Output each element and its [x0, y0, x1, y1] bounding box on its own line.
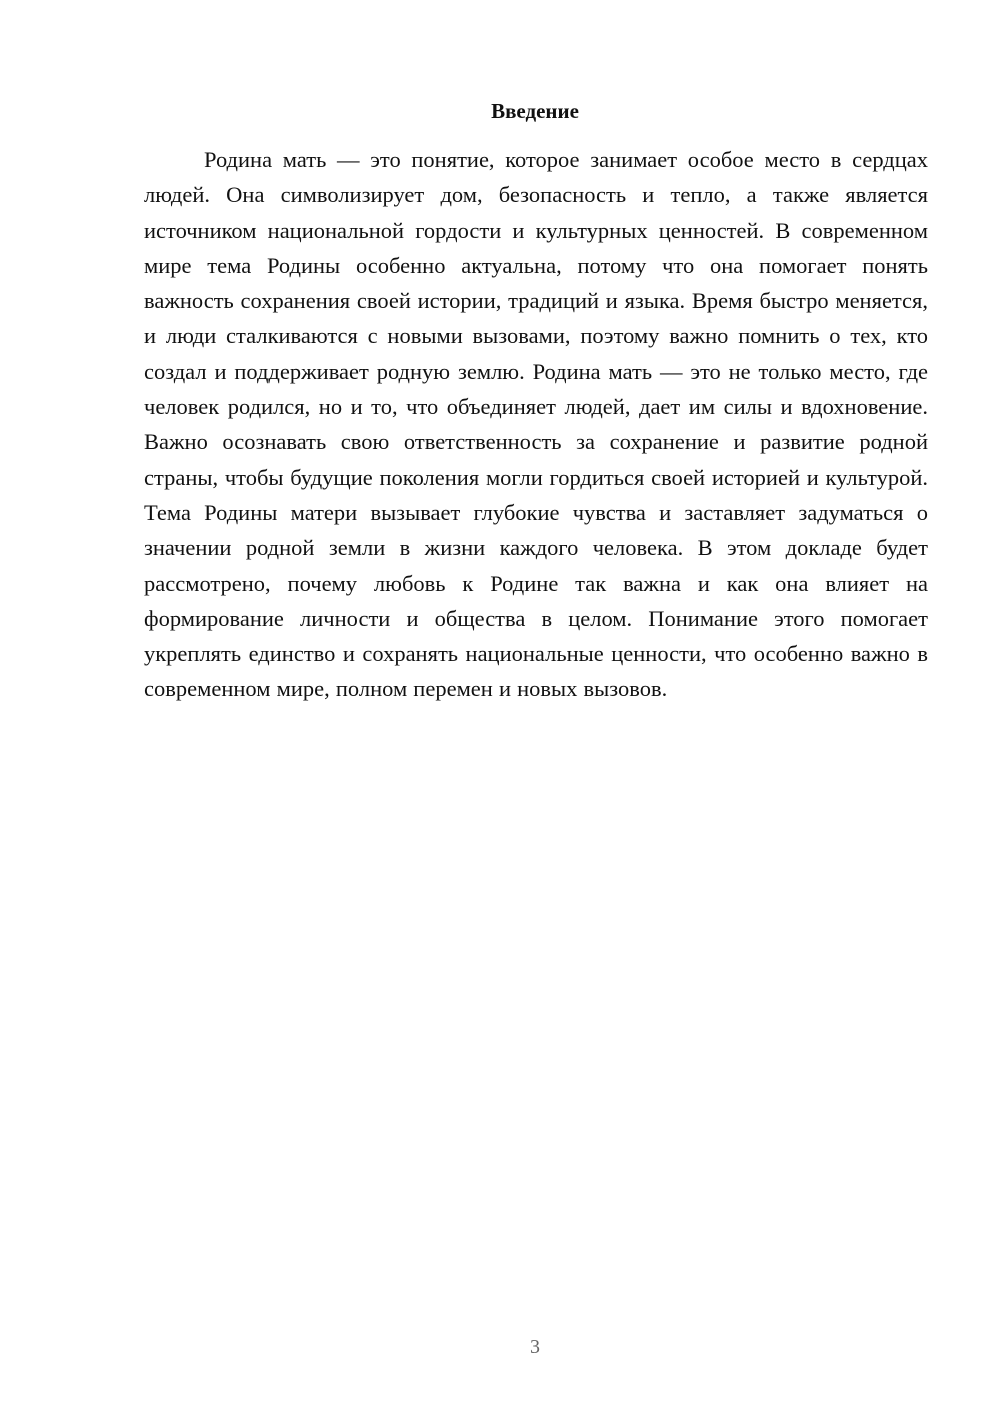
page-number: 3: [530, 1336, 540, 1358]
body-paragraph: Родина мать — это понятие, которое занимает особое место в сердцах людей. Она символизирует дом, безопасность и тепло, а также является источником национальной гордости и культурных ценностей. В современном мире тема Родины особенно актуальна, потому что она помогает понять важность сохранения своей истории, традиций и языка. Время быстро меняется, и люди сталкиваются с новыми вызовами, поэтому важно помнить о тех, кто создал и поддерживает родную землю. Родина мать — это не только место, где человек родился, но и то, что объединяет людей, дает им силы и вдохновение. Важно осознавать свою ответственность за сохранение и развитие родной страны, чтобы будущие поколения могли гордиться своей историей и культурой. Тема Родины матери вызывает глубокие чувства и заставляет задуматься о значении родной земли в жизни каждого человека. В этом докладе будет рассмотрено, почему любовь к Родине так важна и как она влияет на формирование личности и общества в целом. Понимание этого помогает укреплять единство и сохранять национальные ценности, что особенно важно в современном мире, полном перемен и новых вызовов.: [144, 147, 928, 702]
section-heading: Введение: [491, 99, 579, 123]
